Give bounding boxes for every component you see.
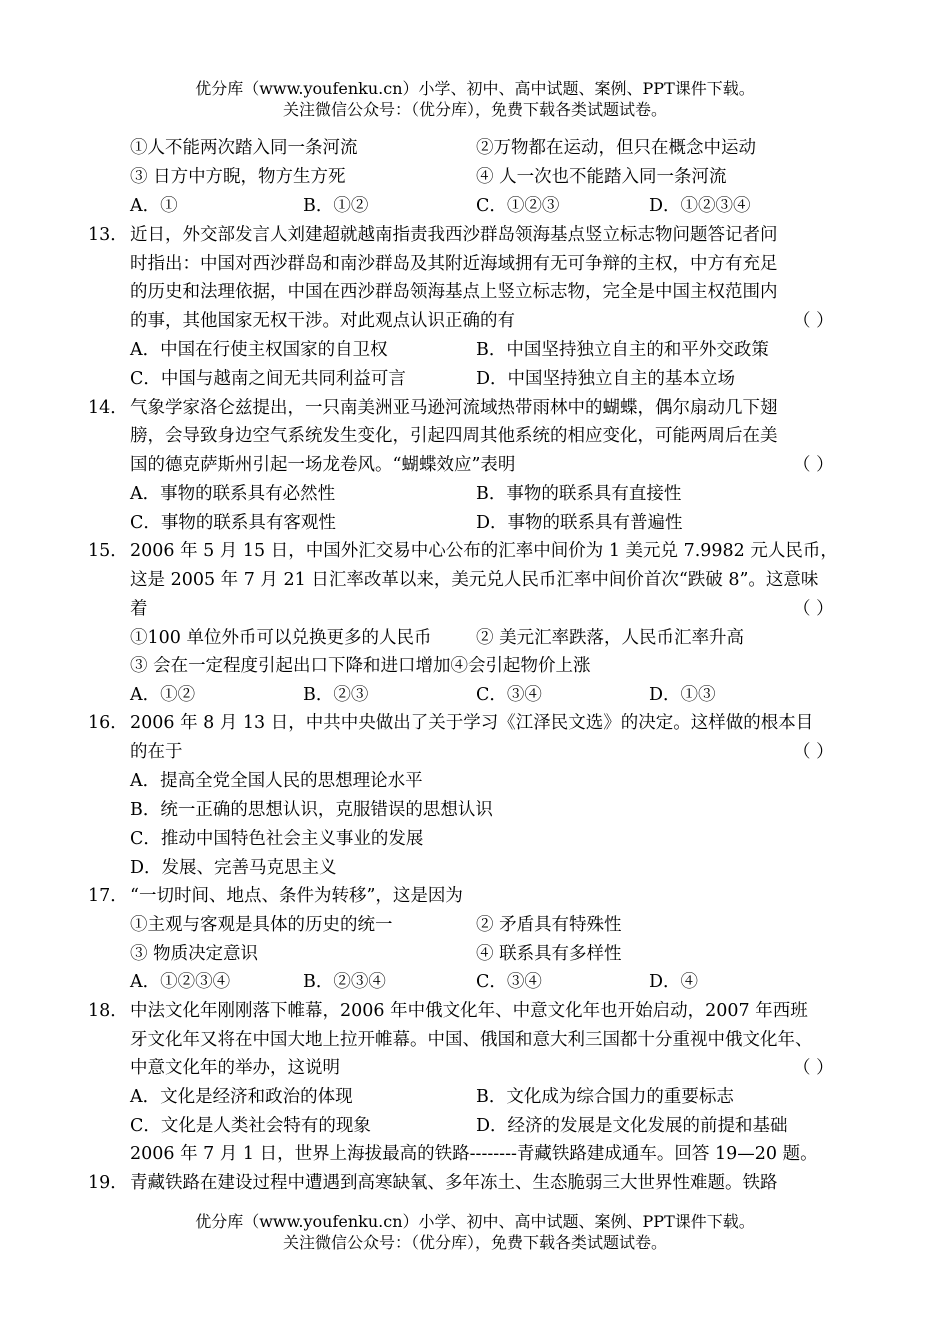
q16-answer-blank: （ ） [793,742,834,762]
q15-option-a: A．①② [130,685,196,705]
q15-option-c: C．③④ [476,685,542,705]
q13-text-line4: 的事，其他国家无权干涉。对此观点认识正确的有 [130,311,515,331]
q14-option-d: D．事物的联系具有普遍性 [476,513,683,533]
q13-option-b: B．中国坚持独立自主的和平外交政策 [476,340,769,360]
q13-answer-blank: （ ） [793,311,834,331]
q18-option-c: C．文化是人类社会特有的现象 [130,1116,371,1136]
q16-option-a: A．提高全党全国人民的思想理论水平 [130,771,423,791]
q16-option-c: C．推动中国特色社会主义事业的发展 [130,829,424,849]
q15-option-d: D．①③ [649,685,716,705]
q16-option-d: D．发展、完善马克思主义 [130,858,337,878]
q13-option-d: D．中国坚持独立自主的基本立场 [476,369,736,389]
q17-text-line1: “一切时间、地点、条件为转移”，这是因为 [130,886,463,906]
q14-number: 14． [88,398,128,418]
q17-option-a: A．①②③④ [130,972,231,992]
q19-text-line1: 青藏铁路在建设过程中遭遇到高寒缺氧、多年冻土、生态脆弱三大世界性难题。铁路 [130,1173,778,1193]
page-header-line1: 优分库（www.youfenku.cn）小学、初中、高中试题、案例、PPT课件下载。 [195,79,755,98]
q18-option-a: A．文化是经济和政治的体现 [130,1087,353,1107]
q14-text-line2: 膀，会导致身边空气系统发生变化，引起四周其他系统的相应变化，可能两周后在美 [130,426,778,446]
q12-option-c: C．①②③ [476,196,560,216]
q17-number: 17． [88,886,128,906]
q15-text-line3: 着 [130,599,148,619]
q16-text-line2: 的在于 [130,742,183,762]
q15-text-line2: 这是 2005 年 7 月 21 日汇率改革以来，美元兑人民币汇率中间价首次“跌破 8”。这意味 [130,570,819,590]
q13-number: 13． [88,225,128,245]
q16-number: 16． [88,713,128,733]
q19-20-intro: 2006 年 7 月 1 日，世界上海拔最高的铁路--------青藏铁路建成通车。回答 19—20 题。 [130,1144,818,1164]
q17-statement-3: ③ 物质决定意识 [130,944,259,964]
q18-option-b: B．文化成为综合国力的重要标志 [476,1087,734,1107]
q16-text-line1: 2006 年 8 月 13 日，中共中央做出了关于学习《江泽民文选》的决定。这样做的根本目 [130,713,814,733]
page-footer-line1: 优分库（www.youfenku.cn）小学、初中、高中试题、案例、PPT课件下载。 [195,1212,755,1231]
q15-answer-blank: （ ） [793,599,834,619]
q15-statement-2: ② 美元汇率跌落，人民币汇率升高 [476,628,745,648]
page-header-line2: 关注微信公众号：（优分库），免费下载各类试题试卷。 [282,100,667,119]
q13-option-c: C．中国与越南之间无共同利益可言 [130,369,406,389]
q13-option-a: A．中国在行使主权国家的自卫权 [130,340,388,360]
q17-statement-1: ①主观与客观是具体的历史的统一 [130,915,393,935]
q18-text-line3: 中意文化年的举办，这说明 [130,1058,340,1078]
q12-statement-3: ③ 日方中方睨，物方生方死 [130,167,346,187]
q17-option-c: C．③④ [476,972,542,992]
q15-statement-1: ①100 单位外币可以兑换更多的人民币 [130,628,432,648]
q15-number: 15． [88,541,128,561]
q16-option-b: B．统一正确的思想认识，克服错误的思想认识 [130,800,493,820]
q13-text-line1: 近日，外交部发言人刘建超就越南指责我西沙群岛领海基点竖立标志物问题答记者问 [130,225,778,245]
q18-text-line1: 中法文化年刚刚落下帷幕，2006 年中俄文化年、中意文化年也开始启动，2007 年西班 [130,1001,808,1021]
q18-number: 18． [88,1001,128,1021]
q12-option-a: A．① [130,196,178,216]
q14-option-b: B．事物的联系具有直接性 [476,484,682,504]
q13-text-line3: 的历史和法理依据，中国在西沙群岛领海基点上竖立标志物，完全是中国主权范围内 [130,282,778,302]
q19-number: 19． [88,1173,128,1193]
q14-text-line1: 气象学家洛仑兹提出，一只南美洲亚马逊河流域热带雨林中的蝴蝶，偶尔扇动几下翅 [130,398,778,418]
page-footer-line2: 关注微信公众号：（优分库），免费下载各类试题试卷。 [282,1233,667,1252]
q12-statement-4: ④ 人一次也不能踏入同一条河流 [476,167,727,187]
q13-text-line2: 时指出：中国对西沙群岛和南沙群岛及其附近海域拥有无可争辩的主权，中方有充足 [130,254,778,274]
q15-statement-3: ③ 会在一定程度引起出口下降和进口增加④会引起物价上涨 [130,656,591,676]
q12-option-d: D．①②③④ [649,196,751,216]
q17-statement-2: ② 矛盾具有特殊性 [476,915,622,935]
q14-answer-blank: （ ） [793,455,834,475]
q17-option-b: B．②③④ [303,972,386,992]
q12-statement-1: ①人不能两次踏入同一条河流 [130,138,358,158]
q14-option-c: C．事物的联系具有客观性 [130,513,336,533]
q17-option-d: D．④ [649,972,699,992]
q15-text-line1: 2006 年 5 月 15 日，中国外汇交易中心公布的汇率中间价为 1 美元兑 7.9982 元人民币， [130,541,838,561]
q17-statement-4: ④ 联系具有多样性 [476,944,622,964]
q12-statement-2: ②万物都在运动，但只在概念中运动 [476,138,756,158]
q14-option-a: A．事物的联系具有必然性 [130,484,336,504]
q18-option-d: D．经济的发展是文化发展的前提和基础 [476,1116,788,1136]
q14-text-line3: 国的德克萨斯州引起一场龙卷风。“蝴蝶效应”表明 [130,455,516,475]
q18-answer-blank: （ ） [793,1058,834,1078]
q12-option-b: B．①② [303,196,369,216]
q18-text-line2: 牙文化年又将在中国大地上拉开帷幕。中国、俄国和意大利三国都十分重视中俄文化年、 [130,1030,813,1050]
q15-option-b: B．②③ [303,685,369,705]
